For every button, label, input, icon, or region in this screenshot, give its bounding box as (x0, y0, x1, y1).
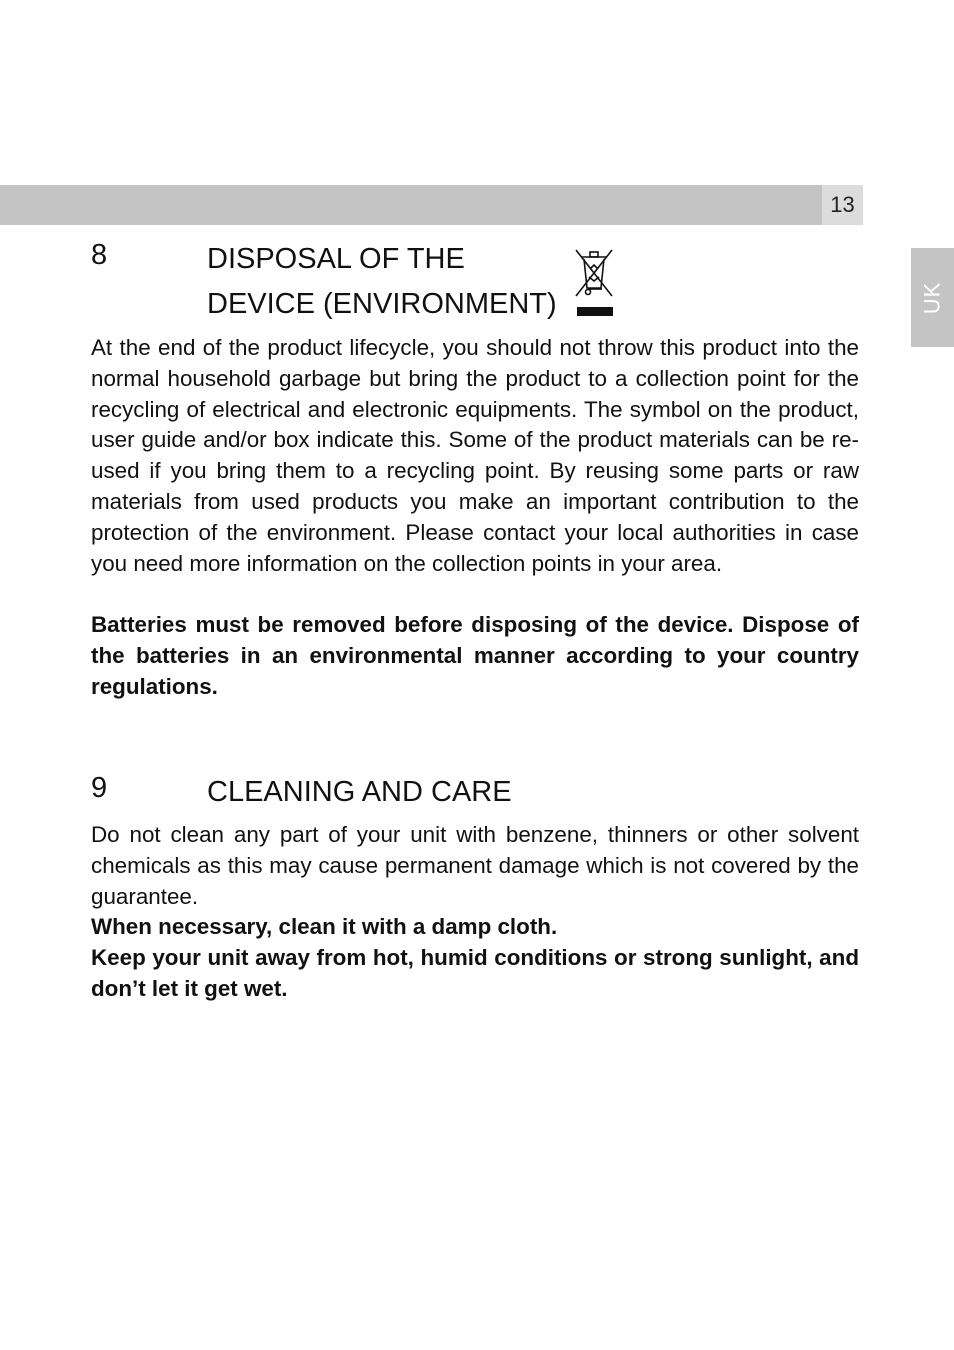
section-9-body: Do not clean any part of your unit with benzene, thinners or other solvent chemicals as this may cause permanent damage which is not covered by the guarantee. (91, 822, 859, 909)
section-9-note-conditions: Keep your unit away from hot, humid conditions or strong sunlight, and don’t let it get wet. (91, 945, 859, 1001)
section-8-title-line2: DEVICE (ENVIRONMENT) (207, 288, 557, 320)
page-number (822, 185, 863, 225)
language-tab (911, 248, 954, 347)
section-8-body: At the end of the product lifecycle, you should not throw this product into the normal household garbage but bring the product to a collection point for the recycling of electrical and electronic equipments. The symbol on the product, user guide and/or box indicate this. Some of the product materials can be re-used if you bring them to a recycling point. By reusing some parts or raw materials from used products you make an important contribution to the protection of the environment. Please contact your local authorities in case you need more information on the collection points in your area. (91, 335, 859, 576)
weee-crossed-bin-icon (573, 247, 615, 319)
header-bar (0, 185, 822, 225)
language-tab-label: UK (919, 281, 945, 314)
page-number-text: 13 (830, 192, 855, 217)
section-8-title-line1: DISPOSAL OF THE (207, 243, 465, 275)
section-8-number: 8 (91, 239, 108, 271)
section-9-note-cloth: When necessary, clean it with a damp cloth. (91, 914, 558, 939)
section-9-number: 9 (91, 772, 108, 804)
section-8-warning: Batteries must be removed before disposing of the device. Dispose of the batteries in an environmental manner according to your country regulations. (91, 612, 859, 699)
section-8-title (207, 237, 557, 327)
section-9-title: CLEANING AND CARE (207, 776, 512, 808)
